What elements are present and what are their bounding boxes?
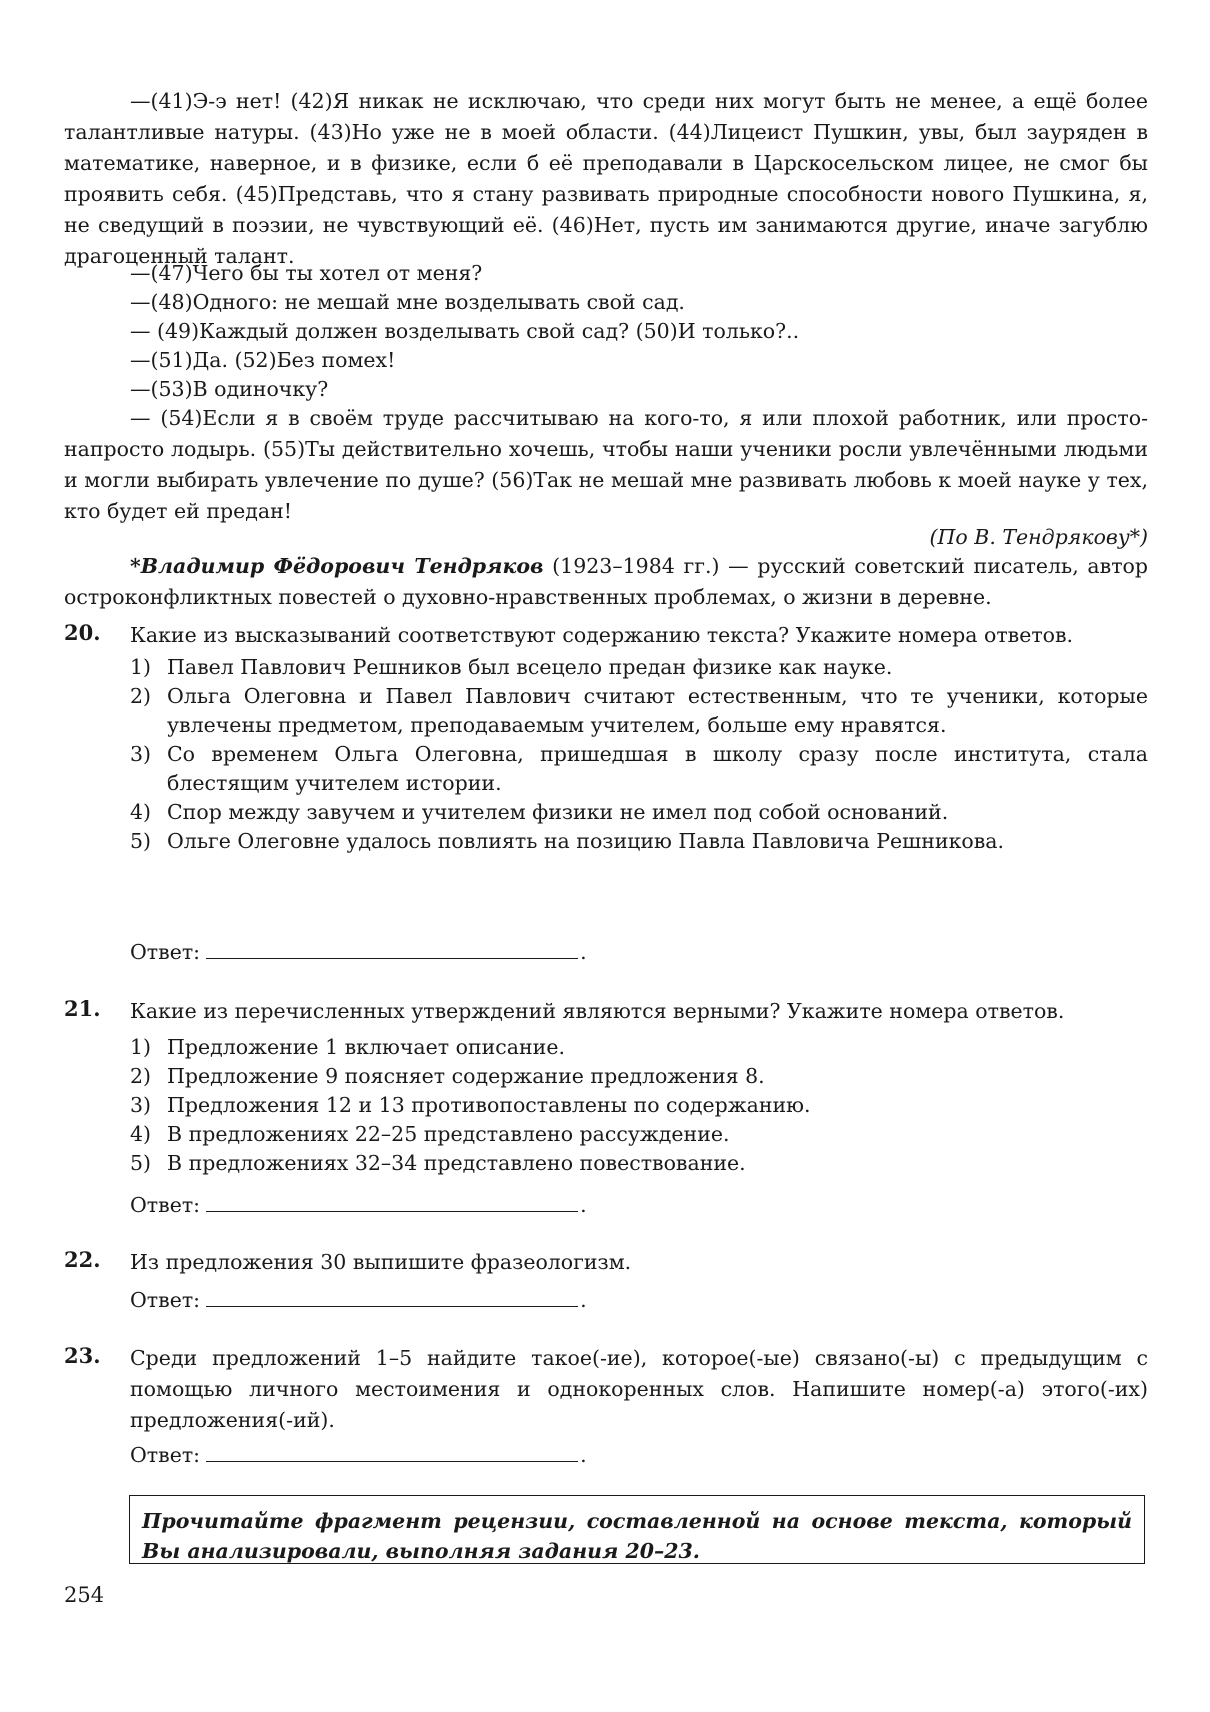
passage-paragraph-54: — (54)Если я в своём труде рассчитываю на кого-то, я или плохой работник, или просто-напросто лодырь. (55)Ты действительно хочешь, чтобы наши ученики росли увлечёнными людьми и могли выбирать увлечение по душе? (56)Так не мешай мне развивать любовь к моей науке у тех, кто будет ей предан! (64, 406, 1148, 523)
option-number: 5) (130, 829, 152, 853)
question-23-number: 23. (64, 1343, 101, 1368)
option-item (130, 740, 1148, 798)
option-item (130, 1120, 1148, 1149)
option-text: Спор между завучем и учителем физики не имел под собой оснований. (167, 800, 949, 824)
option-text: Предложение 1 включает описание. (167, 1035, 565, 1059)
question-21-text: Какие из перечисленных утверждений являются верными? Укажите номера ответов. (130, 999, 1065, 1023)
answer-label: Ответ: (130, 1193, 201, 1217)
answer-blank[interactable] (206, 938, 578, 959)
answer-label: Ответ: (130, 1443, 201, 1467)
option-number: 2) (130, 684, 152, 708)
option-item (130, 682, 1148, 740)
question-21-number: 21. (64, 996, 101, 1021)
question-22-answer: Ответ: . (130, 1288, 587, 1312)
option-number: 1) (130, 655, 152, 679)
option-number: 2) (130, 1064, 152, 1088)
passage-line-48: —(48)Одного: не мешай мне возделывать свой сад. (130, 290, 685, 314)
question-22-text: Из предложения 30 выпишите фразеологизм. (130, 1250, 632, 1274)
option-text: Предложения 12 и 13 противопоставлены по содержанию. (167, 1093, 811, 1117)
source-attribution: (По В. Тендрякову*) (929, 525, 1148, 549)
option-item (130, 1062, 1148, 1091)
author-name: *Владимир Фёдорович Тендряков (130, 554, 544, 578)
option-item (130, 1149, 1148, 1178)
option-number: 4) (130, 1122, 152, 1146)
passage-line-47: —(47)Чего бы ты хотел от меня? (130, 261, 483, 285)
passage-line-51: —(51)Да. (52)Без помех! (130, 348, 396, 372)
passage-paragraph-41: —(41)Э-э нет! (42)Я никак не исключаю, что среди них могут быть не менее, а ещё более талантливые натуры. (43)Но уже не в моей области. (44)Лицеист Пушкин, увы, был зауряден в математике, наверное, и в физике, если б её преподавали в Царскосельском лицее, не смог бы проявить себя. (45)Представь, что я стану развивать природные способности нового Пушкина, я, не сведущий в поэзии, не чувствующий её. (46)Нет, пусть им занимаются другие, иначе загублю драгоценный талант. (64, 89, 1148, 268)
option-text: В предложениях 22–25 представлено рассуждение. (167, 1122, 730, 1146)
instruction-box: Прочитайте фрагмент рецензии, составленной на основе текста, который Вы анализировали, выполняя задания 20–23. (129, 1495, 1145, 1564)
answer-blank[interactable] (206, 1286, 578, 1307)
option-item (130, 1033, 1148, 1062)
passage-line-53: —(53)В одиночку? (130, 377, 329, 401)
author-footnote (64, 551, 1148, 613)
question-22-number: 22. (64, 1247, 101, 1272)
answer-label: Ответ: (130, 940, 201, 964)
answer-blank[interactable] (206, 1441, 578, 1462)
option-number: 3) (130, 742, 152, 766)
question-20-text: Какие из высказываний соответствуют содержанию текста? Укажите номера ответов. (130, 623, 1074, 647)
option-item (130, 653, 1148, 682)
passage-line-49: — (49)Каждый должен возделывать свой сад? (50)И только?.. (130, 319, 800, 343)
question-20-number: 20. (64, 620, 101, 645)
option-text: Ольга Олеговна и Павел Павлович считают естественным, что те ученики, которые увлечены предметом, преподаваемым учителем, больше ему нравятся. (167, 684, 1148, 737)
answer-blank[interactable] (206, 1191, 578, 1212)
option-text: Ольге Олеговне удалось повлиять на позицию Павла Павловича Решникова. (167, 829, 1004, 853)
option-number: 5) (130, 1151, 152, 1175)
question-23-text: Среди предложений 1–5 найдите такое(-ие), которое(-ые) связано(-ы) с предыдущим с помощью личного местоимения и однокоренных слов. Напишите номер(-а) этого(-их) предложения(-ий). (130, 1346, 1148, 1432)
option-text: Павел Павлович Решников был всецело предан физике как науке. (167, 655, 893, 679)
option-text: Предложение 9 поясняет содержание предложения 8. (167, 1064, 765, 1088)
author-note-text: (1923–1984 гг.) — русский советский писатель, автор остроконфликтных повестей о духовно-нравственных проблемах, о жизни в деревне. (64, 554, 1148, 609)
option-text: Со временем Ольга Олеговна, пришедшая в школу сразу после института, стала блестящим учителем истории. (167, 742, 1148, 795)
option-item (130, 827, 1148, 856)
question-20-options (130, 653, 1148, 856)
page-number: 254 (64, 1583, 105, 1607)
option-item (130, 798, 1148, 827)
option-item (130, 1091, 1148, 1120)
question-23-answer: Ответ: . (130, 1443, 587, 1467)
question-20-answer: Ответ: . (130, 940, 587, 964)
question-21-options (130, 1033, 1148, 1178)
question-21-answer: Ответ: . (130, 1193, 587, 1217)
option-text: В предложениях 32–34 представлено повествование. (167, 1151, 746, 1175)
option-number: 4) (130, 800, 152, 824)
option-number: 1) (130, 1035, 152, 1059)
answer-label: Ответ: (130, 1288, 201, 1312)
option-number: 3) (130, 1093, 152, 1117)
